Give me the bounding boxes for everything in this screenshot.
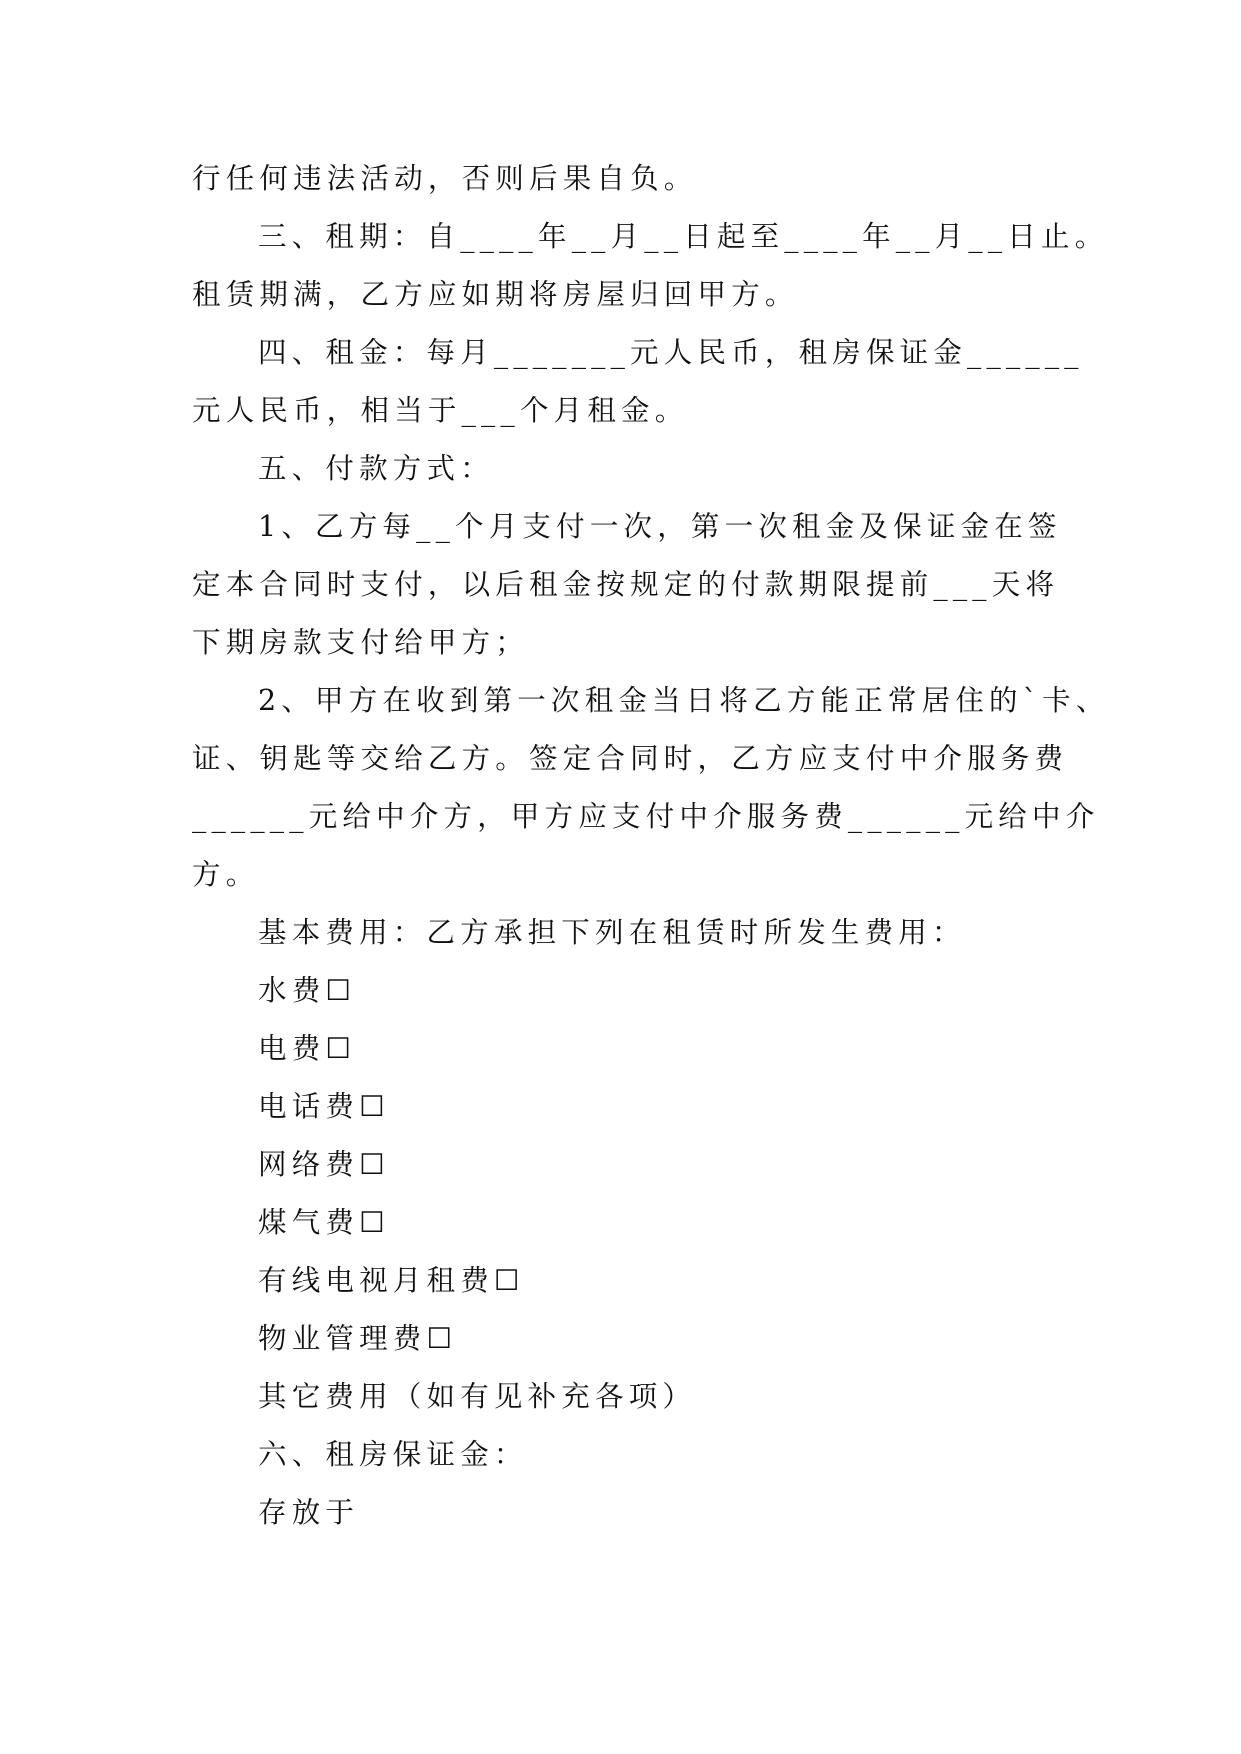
clause-4-rent: 四、租金：每月_______元人民币，租房保证金______ [258,336,1084,369]
clause-5-payment-method: 五、付款方式： [258,452,494,485]
text-line: 证、钥匙等交给乙方。签定合同时，乙方应支付中介服务费 [192,742,1069,775]
text-line: 存放于 [258,1496,360,1529]
text-line: 元人民币，相当于___个月租金。 [192,394,689,427]
text-line: 方。 [192,858,260,891]
fee-item-cable-tv: 有线电视月租费☐ [258,1264,525,1297]
fee-item-internet: 网络费☐ [258,1148,390,1181]
basic-fees-heading: 基本费用：乙方承担下列在租赁时所发生费用： [258,916,966,949]
text-line: 下期房款支付给甲方； [192,626,530,659]
clause-3-rental-period: 三、租期：自____年__月__日起至____年__月__日止。 [258,220,1109,253]
payment-item-2: 2、甲方在收到第一次租金当日将乙方能正常居住的`卡、 [258,684,1110,717]
text-line: 行任何违法活动，否则后果自负。 [192,162,698,195]
text-line: 租赁期满，乙方应如期将房屋归回甲方。 [192,278,799,311]
fee-item-other: 其它费用（如有见补充各项） [258,1380,697,1413]
clause-6-deposit: 六、租房保证金： [258,1438,528,1471]
fee-item-telephone: 电话费☐ [258,1090,390,1123]
fee-item-electricity: 电费☐ [258,1032,357,1065]
contract-text [192,150,1110,1542]
fee-item-gas: 煤气费☐ [258,1206,390,1239]
fee-item-property-management: 物业管理费☐ [258,1322,458,1355]
text-line: ______元给中介方，甲方应支付中介服务费______元给中介 [192,800,1100,833]
text-line: 定本合同时支付，以后租金按规定的付款期限提前___天将 [192,568,1060,601]
fee-item-water: 水费☐ [258,974,357,1007]
payment-item-1: 1、乙方每__个月支付一次，第一次租金及保证金在签 [258,510,1062,543]
